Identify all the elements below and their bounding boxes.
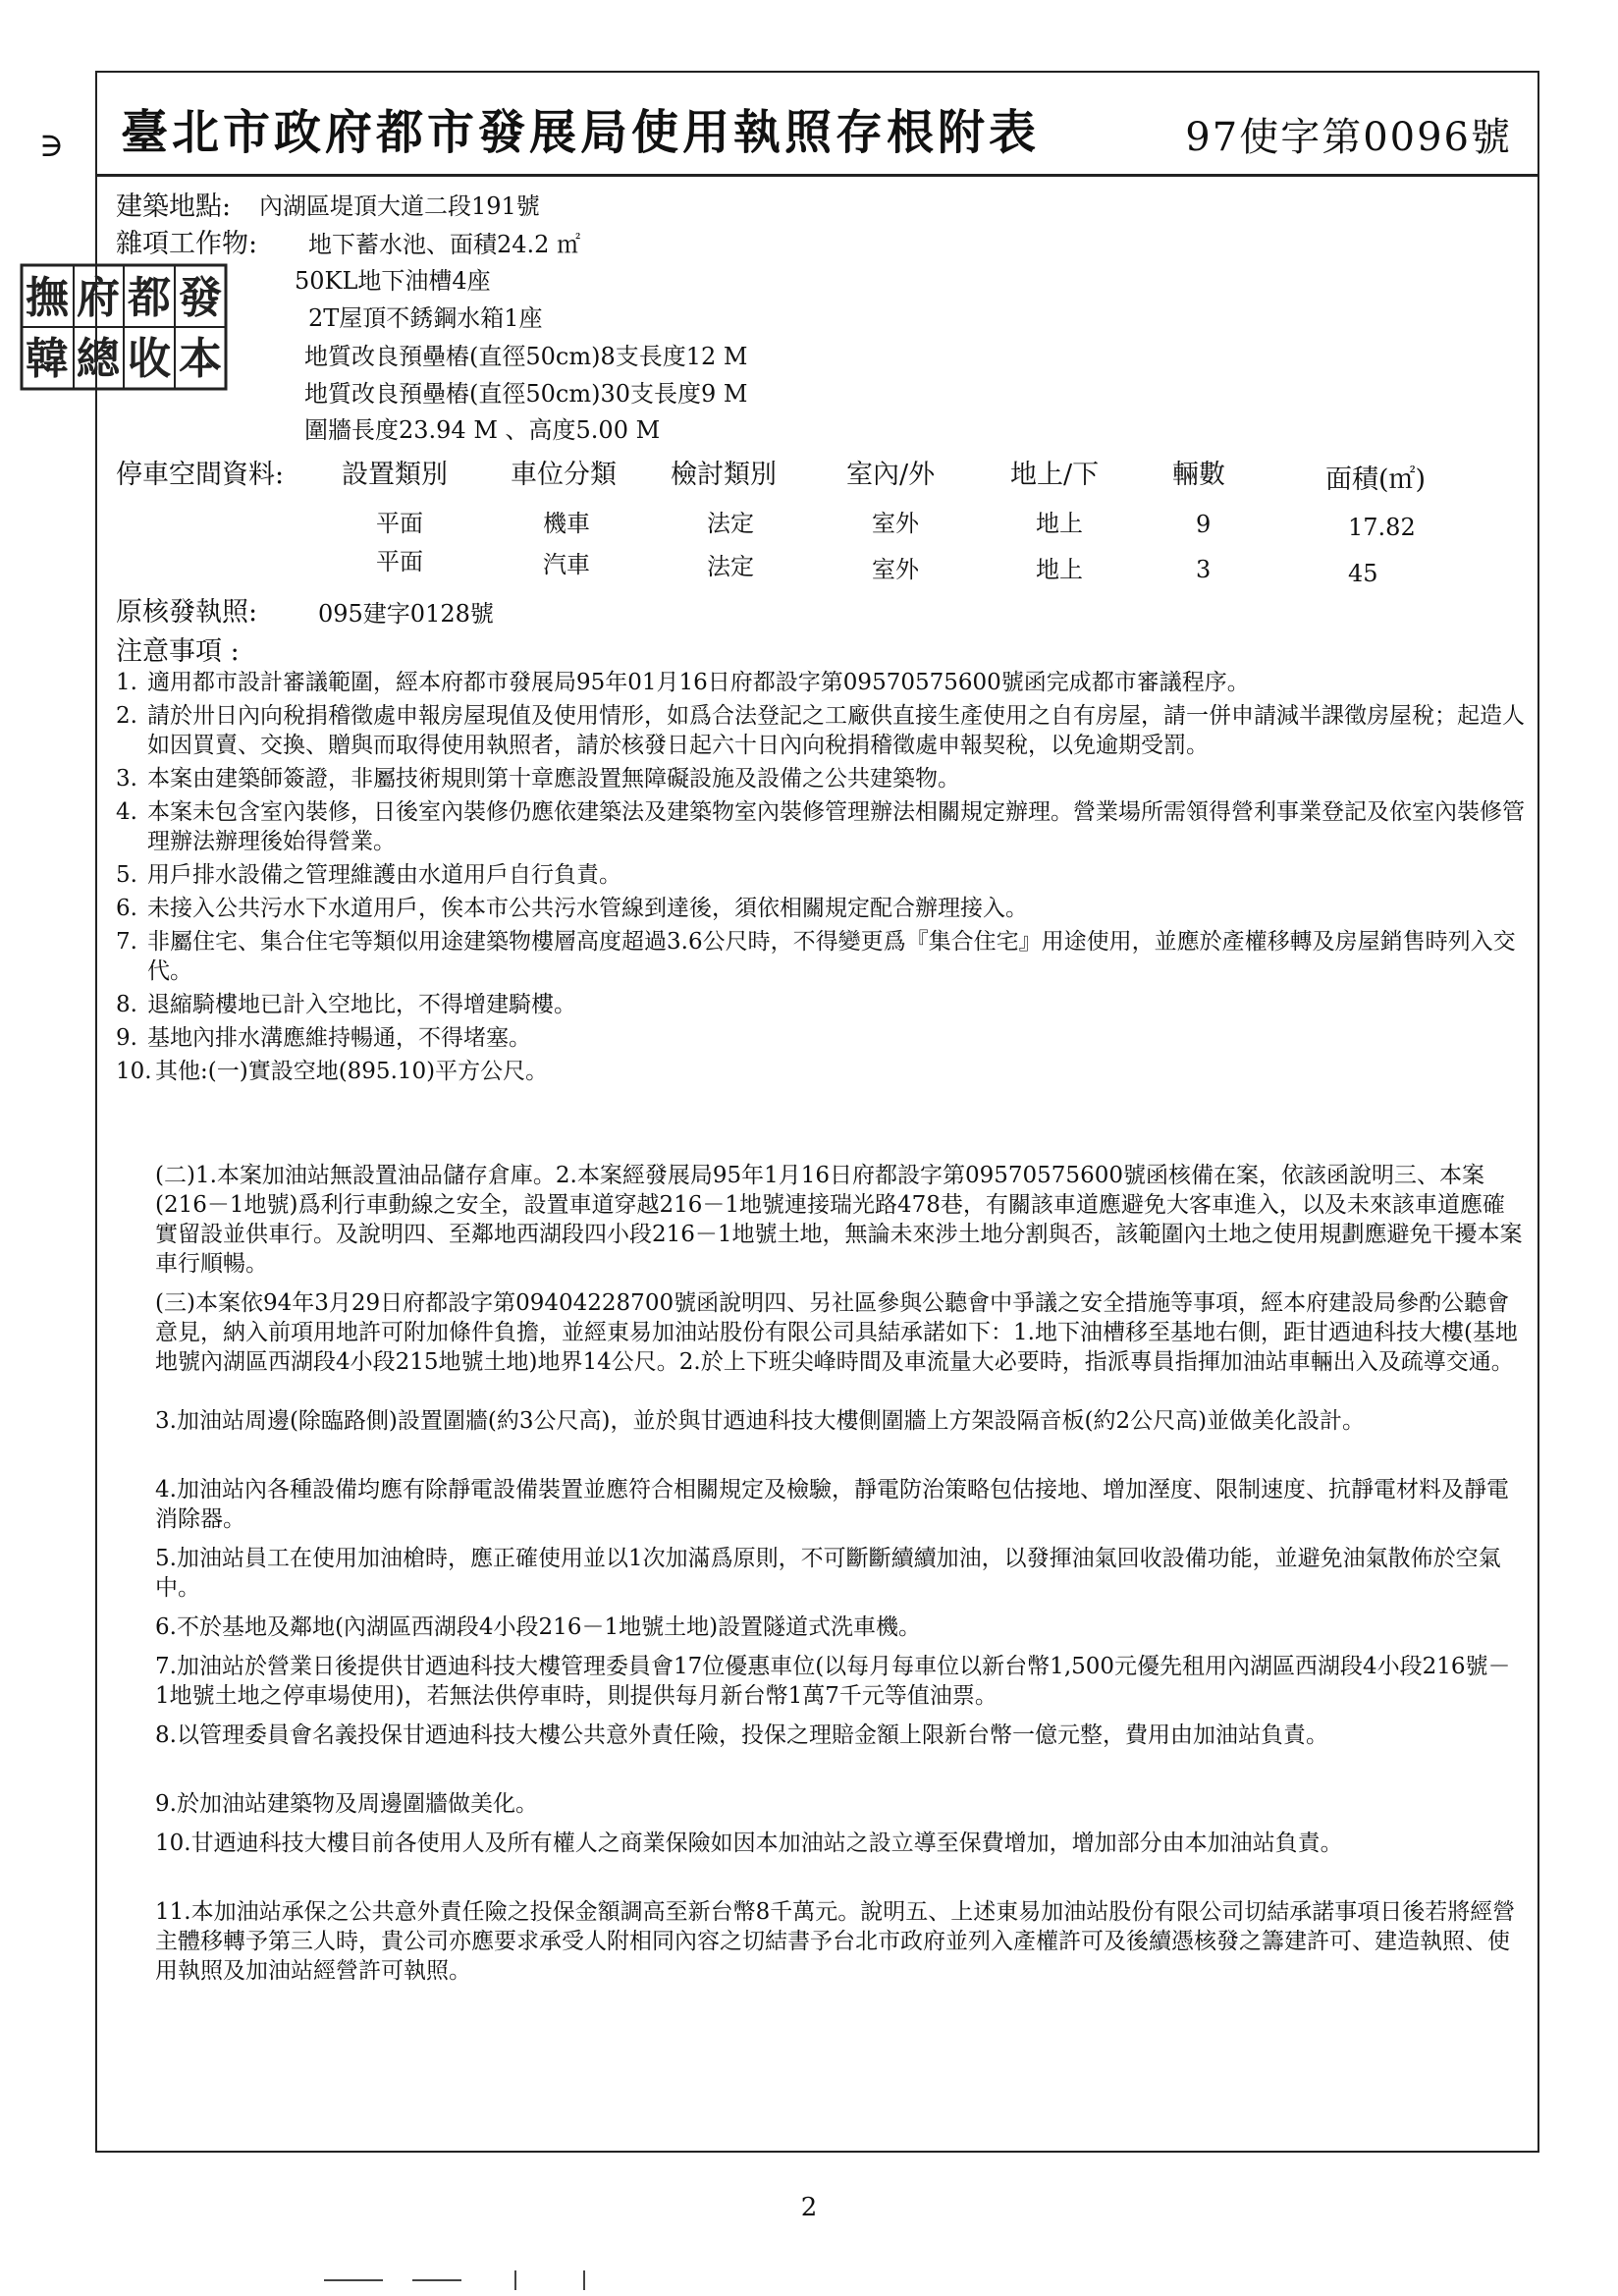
sub-note: 3.加油站周邊(除臨路側)設置圍牆(約3公尺高)，並於與甘迺迪科技大樓側圍牆上方架設隔音板(約2公尺高)並做美化設計。	[155, 1408, 1366, 1434]
page-title: 臺北市政府都市發展局使用執照存根附表	[121, 105, 1041, 160]
seal-character: 撫	[26, 273, 69, 323]
parking-header: 面積(㎡)	[1325, 465, 1427, 495]
site-value: 內湖區堤頂大道二段191號	[259, 192, 540, 220]
note-item: 6. 未接入公共污水下水道用戶，俟本市公共污水管線到達後，須依相關規定配合辦理接入。	[116, 896, 1028, 921]
note-item: 10. 其他:(一)實設空地(895.10)平方公尺。	[116, 1059, 549, 1084]
misc-work-item: 地質改良預壘樁(直徑50cm)30支長度9 M	[304, 380, 748, 408]
misc-work-item: 2T屋頂不銹鋼水箱1座	[308, 304, 543, 332]
parking-header: 檢討類別	[671, 460, 777, 490]
parking-cell: 9	[1196, 511, 1212, 538]
seal-character: 韓	[26, 334, 69, 384]
parking-header: 車位分類	[511, 460, 617, 490]
parking-cell: 3	[1196, 556, 1212, 583]
parking-cell: 汽車	[543, 551, 590, 578]
sub-note: 5.加油站員工在使用加油槍時，應正確使用並以1次加滿爲原則，不可斷斷續續加油，以發揮油氣回收設備功能，並避免油氣散佈於空氣中。	[155, 1546, 1501, 1601]
parking-cell: 法定	[707, 510, 754, 537]
parking-header: 設置類別	[342, 460, 448, 490]
sub-note: 4.加油站內各種設備均應有除靜電設備裝置並應符合相關規定及檢驗，靜電防治策略包估接地、增加溼度、限制速度、抗靜電材料及靜電消除器。	[155, 1477, 1509, 1532]
misc-work-item: 地下蓄水池、面積24.2 ㎡	[308, 231, 581, 258]
parking-header: 輛數	[1172, 460, 1225, 490]
parking-cell: 平面	[376, 548, 423, 575]
original-permit-value: 095建字0128號	[318, 600, 494, 628]
site-label: 建築地點:	[116, 191, 232, 222]
note-item: 1. 適用都市設計審議範圍，經本府都市發展局95年01月16日府都設字第09570575600號函完成都市審議程序。	[116, 670, 1250, 695]
misc-work-item: 50KL地下油槽4座	[295, 267, 491, 295]
sub-note: (三)本案依94年3月29日府都設字第09404228700號函說明四、另社區參與公聽會中爭議之安全措施等事項，經本府建設局參酌公聽會意見，納入前項用地許可附加條件負擔，並經東易加油站股份有限公司具結承諾如下：1.地下油槽移至基地右側，距甘迺迪科技大樓(基地地號內湖區西湖段4小段215地號土地)地界14公尺。2.於上下班尖峰時間及車流量大必要時，指派專員指揮加油站車輛出入及疏導交通。	[155, 1290, 1518, 1375]
misc-work-item: 圍牆長度23.94 M 、高度5.00 M	[304, 416, 661, 444]
sub-note: (二)1.本案加油站無設置油品儲存倉庫。2.本案經發展局95年1月16日府都設字第09570575600號函核備在案，依該函說明三、本案(216－1地號)爲利行車動線之安全，設置車道穿越216－1地號連接瑞光路478巷，有關該車道應避免大客車進入，以及未來該車道應確實留設並供車行。及說明四、至鄰地西湖段四小段216－1地號土地，無論未來涉土地分割與否，該範圍內土地之使用規劃應避免干擾本案車行順暢。	[155, 1163, 1523, 1277]
misc-work-item: 地質改良預壘樁(直徑50cm)8支長度12 M	[304, 343, 748, 370]
sub-note: 11.本加油站承保之公共意外責任險之投保金額調高至新台幣8千萬元。說明五、上述東易加油站股份有限公司切結承諾事項日後若將經營主體移轉予第三人時，貴公司亦應要求承受人附相同內容之切結書予台北市政府並列入產權許可及後續憑核發之籌建許可、建造執照、使用執照及加油站經營許可執照。	[155, 1899, 1516, 1984]
original-permit-label: 原核發執照:	[116, 597, 258, 628]
note-item: 9. 基地內排水溝應維持暢通，不得堵塞。	[116, 1025, 531, 1051]
note-item: 8. 退縮騎樓地已計入空地比，不得增建騎樓。	[116, 992, 576, 1017]
parking-cell: 機車	[543, 510, 590, 537]
seal-character: 收	[128, 334, 171, 384]
sub-note: 7.加油站於營業日後提供甘迺迪科技大樓管理委員會17位優惠車位(以每月每車位以新台幣1,500元優先租用內湖區西湖段4小段216號－1地號土地之停車場使用)，若無法供停車時，則提供每月新台幣1萬7千元等值油票。	[155, 1654, 1511, 1709]
parking-label: 停車空間資料:	[116, 460, 285, 490]
seal-character: 都	[128, 273, 171, 323]
seal-character: 發	[179, 273, 222, 323]
note-item: 2. 請於卅日內向稅捐稽徵處申報房屋現值及使用情形，如爲合法登記之工廠供直接生產使用之自有房屋，請一併申請減半課徵房屋稅；起造人如因買賣、交換、贈與而取得使用執照者，請於核發日起六十日內向稅捐稽徵處申報契稅，以免逾期受罰。	[116, 703, 1525, 758]
note-item: 3. 本案由建築師簽證，非屬技術規則第十章應設置無障礙設施及設備之公共建築物。	[116, 766, 960, 792]
parking-cell: 地上	[1036, 510, 1083, 537]
parking-header: 地上/下	[1010, 460, 1100, 490]
parking-cell: 室外	[872, 510, 919, 537]
note-item: 7. 非屬住宅、集合住宅等類似用途建築物樓層高度超過3.6公尺時，不得變更爲『集合住宅』用途使用，並應於產權移轉及房屋銷售時列入交代。	[116, 929, 1516, 984]
sub-note: 8.以管理委員會名義投保甘迺迪科技大樓公共意外責任險，投保之理賠金額上限新台幣一億元整，費用由加油站負責。	[155, 1722, 1328, 1748]
note-item: 4. 本案未包含室內裝修，日後室內裝修仍應依建築法及建築物室內裝修管理辦法相關規定辦理。營業場所需領得營利事業登記及依室內裝修管理辦法辦理後始得營業。	[116, 799, 1525, 854]
permit-number: 97使字第0096號	[1185, 115, 1512, 160]
parking-cell: 室外	[872, 556, 919, 583]
parking-cell: 地上	[1036, 556, 1083, 583]
sub-note: 6.不於基地及鄰地(內湖區西湖段4小段216－1地號土地)設置隧道式洗車機。	[155, 1614, 922, 1640]
parking-cell: 法定	[707, 553, 754, 580]
parking-header: 室內/外	[846, 460, 936, 490]
parking-cell: 45	[1348, 560, 1378, 587]
note-item: 5. 用戶排水設備之管理維護由水道用戶自行負責。	[116, 862, 621, 888]
misc-works-label: 雜項工作物:	[116, 229, 258, 259]
notes-list	[116, 668, 1535, 1090]
parking-cell: 17.82	[1348, 514, 1416, 541]
seal-character: 總	[77, 334, 120, 384]
form-header	[95, 71, 1539, 177]
scan-artifact-marks	[324, 2270, 638, 2290]
parking-cell: 平面	[376, 510, 423, 537]
sub-note: 10.甘迺迪科技大樓目前各使用人及所有權人之商業保險如因本加油站之設立導至保費增加，增加部分由本加油站負責。	[155, 1831, 1343, 1856]
sub-note: 9.於加油站建築物及周邊圍牆做美化。	[155, 1791, 538, 1817]
seal-stamp	[20, 263, 228, 391]
seal-character: 本	[179, 334, 222, 384]
seal-character: 府	[77, 273, 120, 323]
margin-mark: ∋	[39, 126, 65, 165]
notes-label: 注意事項 :	[116, 636, 240, 667]
page-number: 2	[800, 2193, 818, 2222]
